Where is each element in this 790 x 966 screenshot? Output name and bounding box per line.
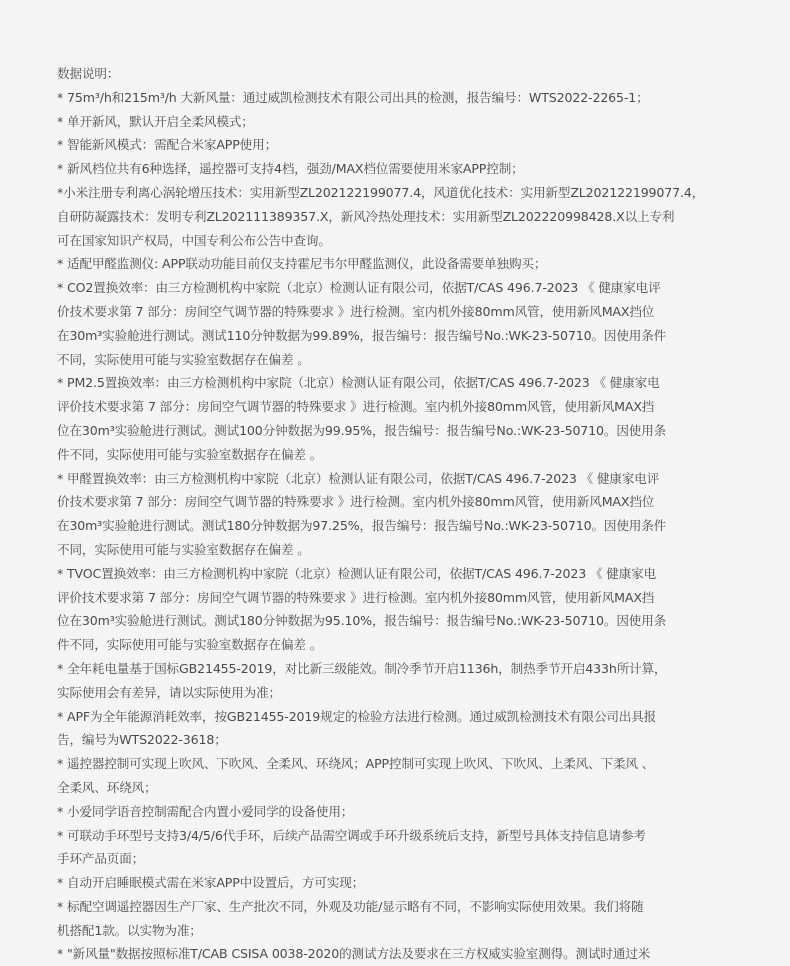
note-line: 价技术要求第 7 部分：房间空气调节器的特殊要求 》进行检测。室内机外接80mm风管，使用新风MAX挡位 [57, 494, 655, 510]
note-line: 价技术要求第 7 部分：房间空气调节器的特殊要求 》进行检测。室内机外接80mm风管，使用新风MAX挡位 [57, 303, 655, 319]
note-line: * PM2.5置换效率：由三方检测机构中家院（北京）检测认证有限公司，依据T/CAS 496.7-2023 《 健康家电 [57, 375, 660, 391]
note-line: * 适配甲醛监测仪: APP联动功能目前仅支持霍尼韦尔甲醛监测仪，此设备需要单独购买； [57, 256, 547, 272]
note-line: * APF为全年能源消耗效率，按GB21455-2019规定的检验方法进行检测。通过威凯检测技术有限公司出具报 [57, 708, 657, 724]
note-line: 件不同，实际使用可能与实验室数据存在偏差 。 [57, 446, 323, 462]
note-line: 评价技术要求第 7 部分：房间空气调节器的特殊要求 》进行检测。室内机外接80mm风管，使用新风MAX挡 [57, 589, 655, 605]
note-line: *小米注册专利离心涡轮增压技术：实用新型ZL202122199077.4，风道优化技术：实用新型ZL202122199077.4， [57, 184, 705, 200]
note-line: 自研防凝露技术：发明专利ZL202111389357.X，新风冷热处理技术：实用新型ZL202220998428.X以上专利 [57, 208, 675, 224]
note-line: * 智能新风模式：需配合米家APP使用； [57, 137, 278, 153]
note-line: 不同，实际使用可能与实验室数据存在偏差 。 [57, 541, 310, 557]
note-line: 手环产品页面； [57, 851, 145, 867]
note-line: 机搭配1款。以实物为准； [57, 922, 202, 938]
note-line: 全柔风、环绕风； [57, 779, 157, 795]
note-line: 位在30m³实验舱进行测试。测试180分钟数据为95.10%，报告编号：报告编号No.:WK-23-50710。因使用条 [57, 613, 667, 629]
note-line: * "新风量"数据按照标准T/CAB CSISA 0038-2020的测试方法及要求在三方权威实验室测得。测试时通过米 [57, 946, 651, 962]
note-line: * 小爱同学语音控制需配合内置小爱同学的设备使用； [57, 803, 354, 819]
note-line: * 全年耗电量基于国标GB21455-2019，对比新三级能效。制冷季节开启1136h，制热季节开启433h所计算， [57, 660, 667, 676]
note-line: 位在30m³实验舱进行测试。测试100分钟数据为99.95%，报告编号：报告编号No.:WK-23-50710。因使用条 [57, 422, 667, 438]
note-line: 可在国家知识产权局，中国专利公布公告中查询。 [57, 232, 331, 248]
note-line: * 甲醛置换效率：由三方检测机构中家院（北京）检测认证有限公司，依据T/CAS 496.7-2023 《 健康家电评 [57, 470, 660, 486]
notes-title: 数据说明： [57, 66, 120, 81]
note-line: 在30m³实验舱进行测试。测试110分钟数据为99.89%，报告编号：报告编号No.:WK-23-50710。因使用条件 [57, 327, 667, 343]
note-line: * 遥控器控制可实现上吹风、下吹风、全柔风、环绕风；APP控制可实现上吹风、下吹风、上柔风、下柔风 、 [57, 756, 655, 772]
note-line: * 标配空调遥控器因生产厂家、生产批次不同，外观及功能/显示略有不同，不影响实际使用效果。我们将随 [57, 898, 644, 914]
note-line: * 单开新风，默认开启全柔风模式； [57, 113, 254, 129]
note-line: * 75m³/h和215m³/h 大新风量：通过威凯检测技术有限公司出具的检测，报告编号：WTS2022-2265-1； [57, 89, 649, 105]
note-line: * 可联动手环型号支持3/4/5/6代手环，后续产品需空调或手环升级系统后支持，新型号具体支持信息请参考 [57, 827, 646, 843]
note-line: * TVOC置换效率：由三方检测机构中家院（北京）检测认证有限公司，依据T/CAS 496.7-2023 《 健康家电 [57, 565, 657, 581]
note-line: 评价技术要求第 7 部分：房间空气调节器的特殊要求 》进行检测。室内机外接80mm风管，使用新风MAX挡 [57, 399, 655, 415]
note-line: 实际使用会有差异，请以实际使用为准； [57, 684, 281, 700]
data-notes-block [57, 62, 747, 966]
note-line: 告，编号为WTS2022-3618； [57, 732, 227, 748]
note-line: 在30m³实验舱进行测试。测试180分钟数据为97.25%，报告编号：报告编号No.:WK-23-50710。因使用条件 [57, 518, 667, 534]
note-line: * 自动开启睡眠模式需在米家APP中设置后，方可实现； [57, 875, 365, 891]
note-line: 不同，实际使用可能与实验室数据存在偏差 。 [57, 351, 310, 367]
note-line: * 新风档位共有6种选择，遥控器可支持4档，强劲/MAX档位需要使用米家APP控制； [57, 161, 524, 177]
note-line: * CO2置换效率：由三方检测机构中家院（北京）检测认证有限公司，依据T/CAS 496.7-2023 《 健康家电评 [57, 280, 661, 296]
note-line: 件不同，实际使用可能与实验室数据存在偏差 。 [57, 637, 323, 653]
